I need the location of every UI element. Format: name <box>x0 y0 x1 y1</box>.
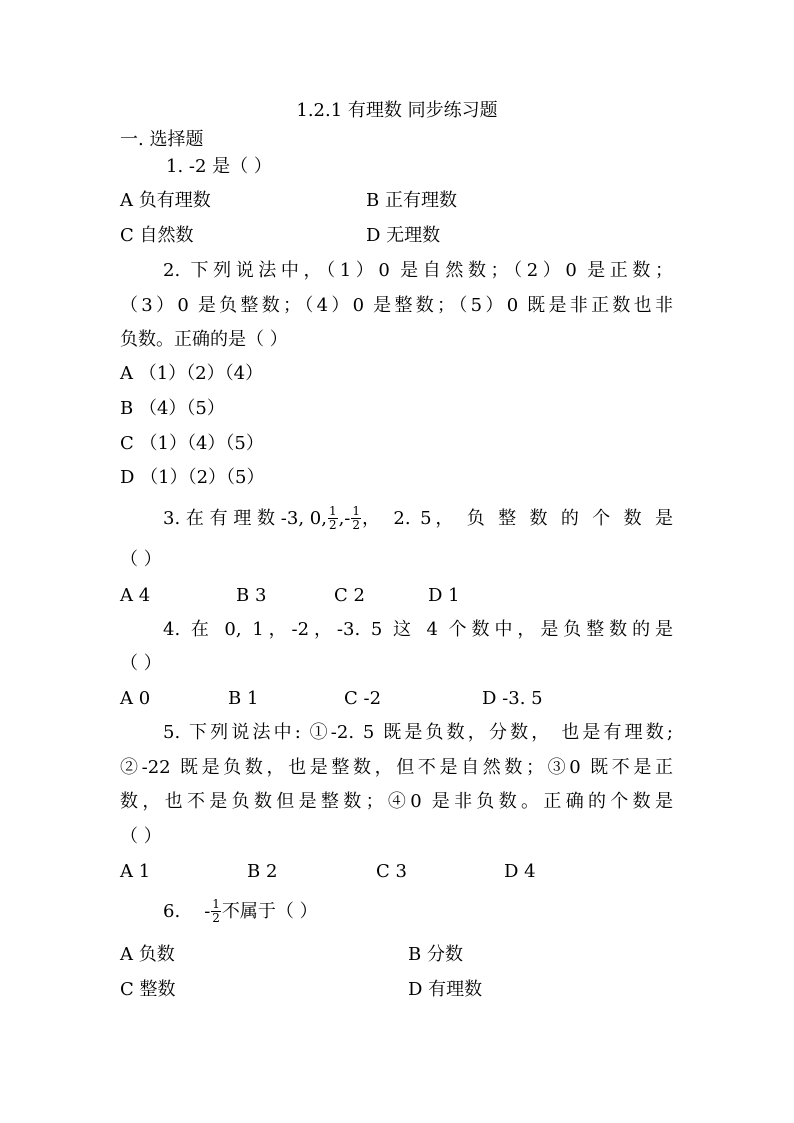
question-4-blank: （ ） <box>120 653 162 674</box>
fraction-denominator: 2 <box>352 518 361 532</box>
question-1-option-c: C 自然数 <box>120 225 194 246</box>
section-heading: 一. 选择题 <box>120 129 204 150</box>
question-2-option-a: A （1）（2）（4） <box>120 363 264 384</box>
question-3-option-a: A 4 <box>120 585 151 606</box>
question-3-blank: （ ） <box>120 549 162 570</box>
question-6-option-d: D 有理数 <box>408 979 483 1000</box>
question-6-option-c: C 整数 <box>120 979 176 1000</box>
question-5-line-1: 5. 下列说法中: ①-2. 5 既是负数，分数， 也是有理数; <box>163 722 673 743</box>
question-4-option-d: D -3. 5 <box>482 688 543 709</box>
question-6-minus: - <box>204 900 211 922</box>
fraction-negative-one-half <box>351 505 361 532</box>
question-2-option-d: D （1）（2）（5） <box>120 467 265 488</box>
question-4-option-b: B 1 <box>228 688 259 709</box>
question-6-number: 6. <box>163 900 181 922</box>
question-6-option-a: A 负数 <box>120 944 175 965</box>
fraction-denominator: 2 <box>212 911 220 925</box>
question-6-stem-end: 不属于（ ） <box>221 900 318 922</box>
question-3-option-d: D 1 <box>428 585 460 606</box>
question-5-line-3: 数，也不是负数但是整数；④0 是非负数。正确的个数是 <box>120 791 673 812</box>
question-5-option-b: B 2 <box>247 861 278 882</box>
question-3-stem-start: 3. 在 有 理 数 -3, 0, <box>163 507 327 529</box>
fraction-one-half <box>211 898 221 925</box>
fraction-numerator: 1 <box>212 897 220 911</box>
question-6-option-b: B 分数 <box>408 944 463 965</box>
question-2-line-3: 负数。正确的是（ ） <box>120 329 288 350</box>
question-5-option-c: C 3 <box>376 861 407 882</box>
question-1-stem: 1. -2 是（ ） <box>166 156 272 177</box>
question-1-option-d: D 无理数 <box>366 225 441 246</box>
fraction-numerator: 1 <box>328 504 337 518</box>
question-5-blank: （ ） <box>120 826 162 847</box>
question-2-line-1: 2. 下列说法中，（1）0 是自然数；（2）0 是正数； <box>163 260 673 281</box>
question-3-stem-end: ， 2. 5， 负 整 数 的 个 数 是 <box>362 507 673 529</box>
question-4-option-c: C -2 <box>344 688 382 709</box>
fraction-one-half <box>328 505 338 532</box>
question-2-option-b: B （4）（5） <box>120 398 225 419</box>
question-3-option-c: C 2 <box>334 585 365 606</box>
question-6-stem <box>163 898 318 925</box>
question-5-line-2: ②-22 既是负数，也是整数，但不是自然数；③0 既不是正 <box>120 757 673 778</box>
question-3-stem <box>163 505 673 532</box>
fraction-numerator: 1 <box>352 504 361 518</box>
question-5-option-a: A 1 <box>120 861 151 882</box>
question-1-option-b: B 正有理数 <box>366 190 457 211</box>
question-4-option-a: A 0 <box>120 688 151 709</box>
question-4-line-1: 4. 在 0, 1，-2，-3. 5 这 4 个数中，是负整数的是 <box>163 619 673 640</box>
document-title: 1.2.1 有理数 同步练习题 <box>296 100 498 121</box>
question-3-option-b: B 3 <box>236 585 267 606</box>
question-1-option-a: A 负有理数 <box>120 190 211 211</box>
question-2-option-c: C （1）（4）（5） <box>120 433 264 454</box>
question-2-line-2: （3）0 是负整数；（4）0 是整数；（5）0 既是非正数也非 <box>120 295 673 316</box>
question-5-option-d: D 4 <box>504 861 536 882</box>
fraction-separator: ,- <box>338 507 351 529</box>
fraction-denominator: 2 <box>328 518 337 532</box>
